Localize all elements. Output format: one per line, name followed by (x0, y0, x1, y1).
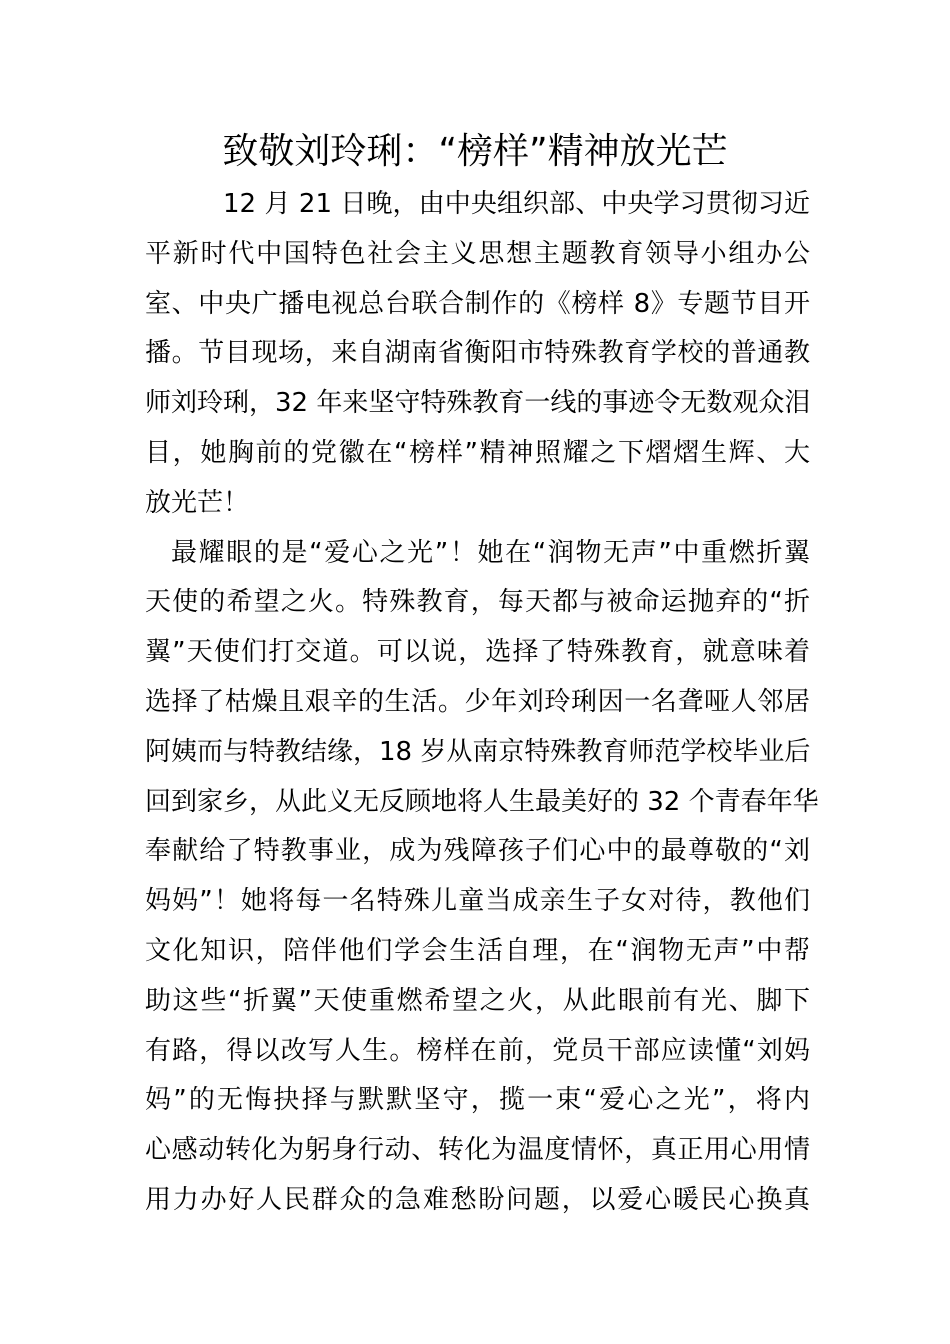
document-title: 致敬刘玲琍：“榜样”精神放光芒 (222, 131, 728, 172)
paragraph-line: 天使的希望之火。特殊教育，每天都与被命运抛弃的“折 (145, 587, 810, 618)
paragraph-line: 奉献给了特教事业，成为残障孩子们心中的最尊敬的“刘 (145, 836, 810, 867)
paragraph-1 (145, 180, 810, 529)
paragraph-line: 目，她胸前的党徽在“榜样”精神照耀之下熠熠生辉、大 (145, 437, 810, 468)
paragraph-line: 室、中央广播电视总台联合制作的《榜样 8》专题节目开 (145, 288, 810, 319)
paragraph-line: 选择了枯燥且艰辛的生活。少年刘玲琍因一名聋哑人邻居 (145, 686, 810, 717)
paragraph-line: 助这些“折翼”天使重燃希望之火，从此眼前有光、脚下 (145, 985, 810, 1016)
paragraph-line: 回到家乡，从此义无反顾地将人生最美好的 32 个青春年华 (145, 786, 819, 817)
paragraph-line: 师刘玲琍，32 年来坚守特殊教育一线的事迹令无数观众泪 (145, 388, 811, 419)
paragraph-line: 用力办好人民群众的急难愁盼问题，以爱心暖民心换真 (145, 1184, 810, 1215)
paragraph-line: 妈”的无悔抉择与默默坚守，揽一束“爱心之光”，将内 (145, 1085, 810, 1116)
document-body (145, 180, 819, 1226)
paragraph-line: 妈妈”！她将每一名特殊儿童当成亲生子女对待，教他们 (145, 886, 810, 917)
paragraph-line: 阿姨而与特教结缘，18 岁从南京特殊教育师范学校毕业后 (145, 736, 811, 767)
paragraph-line: 翼”天使们打交道。可以说，选择了特殊教育，就意味着 (145, 637, 810, 668)
paragraph-line: 放光芒！ (145, 487, 250, 518)
paragraph-line: 心感动转化为躬身行动、转化为温度情怀，真正用心用情 (145, 1135, 810, 1166)
paragraph-line: 平新时代中国特色社会主义思想主题教育领导小组办公 (145, 238, 810, 269)
paragraph-line: 最耀眼的是“爱心之光”！她在“润物无声”中重燃折翼 (171, 537, 810, 568)
paragraph-2 (145, 529, 819, 1226)
paragraph-line: 有路，得以改写人生。榜样在前，党员干部应读懂“刘妈 (145, 1035, 810, 1066)
paragraph-line: 文化知识，陪伴他们学会生活自理，在“润物无声”中帮 (145, 935, 810, 966)
paragraph-line: 播。节目现场，来自湖南省衡阳市特殊教育学校的普通教 (145, 338, 810, 369)
paragraph-line: 12 月 21 日晚，由中央组织部、中央学习贯彻习近 (223, 189, 810, 219)
